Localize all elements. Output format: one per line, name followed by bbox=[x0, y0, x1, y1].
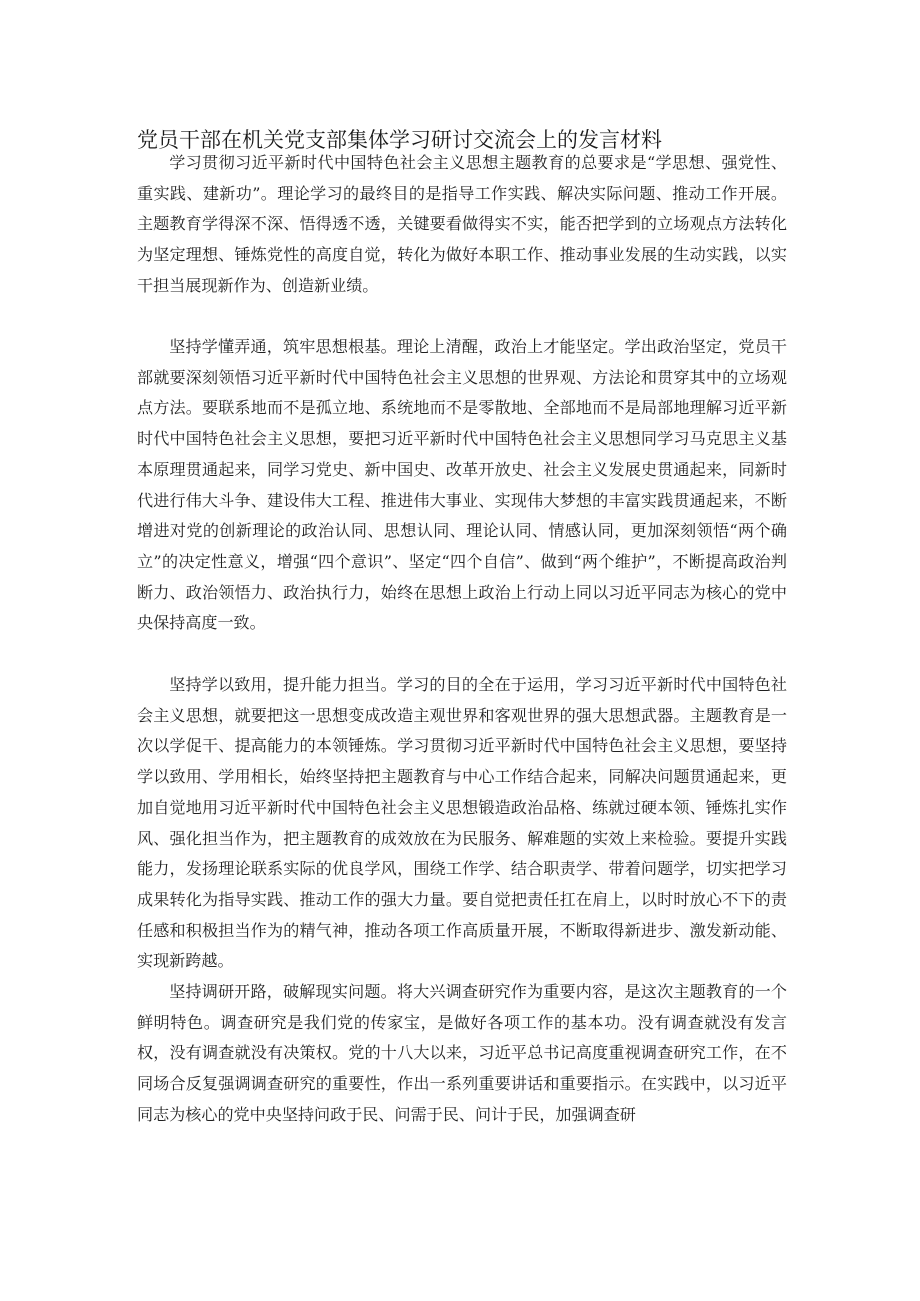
paragraph-intro: 学习贯彻习近平新时代中国特色社会主义思想主题教育的总要求是“学思想、强党性、重实践、建新功”。理论学习的最终目的是指导工作实践、解决实际问题、推动工作开展。主题教育学得深不深、悟得透不透，关键要看做得实不实，能否把学到的立场观点方法转化为坚定理想、锤炼党性的高度自觉，转化为做好本职工作、推动事业发展的生动实践，以实干担当展现新作为、创造新业绩。 bbox=[137, 153, 787, 295]
paragraph-wrapper-2 bbox=[137, 332, 787, 639]
paragraph-wrapper-1 bbox=[137, 148, 787, 302]
paragraph-apply-learning: 坚持学以致用，提升能力担当。学习的目的全在于运用，学习习近平新时代中国特色社会主义思想，就要把这一思想变成改造主观世界和客观世界的强大思想武器。主题教育是一次以学促干、提高能力的本领锤炼。学习贯彻习近平新时代中国特色社会主义思想，要坚持学以致用、学用相长，始终坚持把主题教育与中心工作结合起来，同解决问题贯通起来，更加自觉地用习近平新时代中国特色社会主义思想锻造政治品格、练就过硬本领、锤炼扎实作风、强化担当作为，把主题教育的成效放在为民服务、解难题的实效上来检验。要提升实践能力，发扬理论联系实际的优良学风，围绕工作学、结合职责学、带着问题学，切实把学习成果转化为指导实践、推动工作的强大力量。要自觉把责任扛在肩上，以时时放心不下的责任感和积极担当作为的精气神，推动各项工作高质量开展，不断取得新进步、激发新动能、实现新跨越。 bbox=[137, 675, 787, 971]
paragraph-study-thoroughly: 坚持学懂弄通，筑牢思想根基。理论上清醒，政治上才能坚定。学出政治坚定，党员干部就要深刻领悟习近平新时代中国特色社会主义思想的世界观、方法论和贯穿其中的立场观点方法。要联系地而不是孤立地、系统地而不是零散地、全部地而不是局部地理解习近平新时代中国特色社会主义思想，要把习近平新时代中国特色社会主义思想同学习马克思主义基本原理贯通起来，同学习党史、新中国史、改革开放史、社会主义发展史贯通起来，同新时代进行伟大斗争、建设伟大工程、推进伟大事业、实现伟大梦想的丰富实践贯通起来，不断增进对党的创新理论的政治认同、思想认同、理论认同、情感认同，更加深刻领悟“两个确立”的决定性意义，增强“四个意识”、坚定“四个自信”、做到“两个维护”，不断提高政治判断力、政治领悟力、政治执行力，始终在思想上政治上行动上同以习近平同志为核心的党中央保持高度一致。 bbox=[137, 337, 787, 633]
paragraph-wrapper-4 bbox=[137, 977, 787, 1131]
paragraph-investigation-research: 坚持调研开路，破解现实问题。将大兴调查研究作为重要内容，是这次主题教育的一个鲜明特色。调查研究是我们党的传家宝，是做好各项工作的基本功。没有调查就没有发言权，没有调查就没有决策权。党的十八大以来，习近平总书记高度重视调查研究工作，在不同场合反复强调调查研究的重要性，作出一系列重要讲话和重要指示。在实践中，以习近平同志为核心的党中央坚持问政于民、问需于民、问计于民，加强调查研 bbox=[137, 982, 787, 1124]
document-title: 党员干部在机关党支部集体学习研讨交流会上的发言材料 bbox=[137, 128, 662, 152]
paragraph-wrapper-3 bbox=[137, 670, 787, 977]
